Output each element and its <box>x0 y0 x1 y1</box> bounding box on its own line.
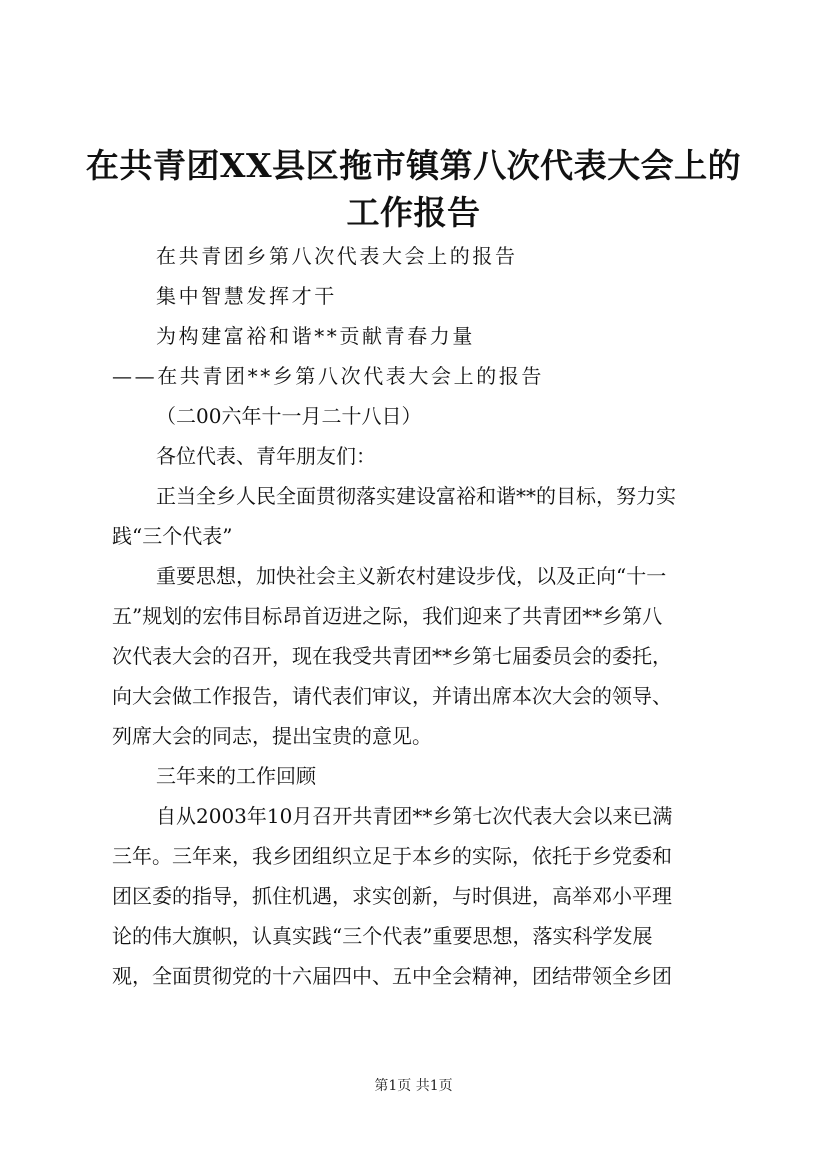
body-line: 团区委的指导，抓住机遇，求实创新，与时俱进，高举邓小平理 <box>112 884 672 908</box>
body-line: 向大会做工作报告，请代表们审议，并请出席本次大会的领导、 <box>112 684 672 708</box>
body-line: 观，全面贯彻党的十六届四中、五中全会精神，团结带领全乡团 <box>112 964 672 988</box>
document-title-line-2: 工作报告 <box>346 193 481 232</box>
document-title-line-1: 在共青团XX县区拖市镇第八次代表大会上的 <box>85 146 742 185</box>
body-line: 三年。三年来，我乡团组织立足于本乡的实际，依托于乡党委和 <box>112 844 672 868</box>
body-line: 三年来的工作回顾 <box>156 764 316 788</box>
body-line: 列席大会的同志，提出宝贵的意见。 <box>112 724 432 748</box>
body-line: 自从2003年10月召开共青团**乡第七次代表大会以来已满 <box>156 804 673 828</box>
body-line: 集中智慧发挥才干 <box>156 284 337 308</box>
body-line: 为构建富裕和谐**贡献青春力量 <box>156 324 475 348</box>
body-line: 五”规划的宏伟目标昂首迈进之际，我们迎来了共青团**乡第八 <box>112 604 663 628</box>
document-body <box>112 236 724 996</box>
body-line: 各位代表、青年朋友们： <box>156 444 376 468</box>
body-line: 践“三个代表” <box>112 524 233 548</box>
body-line: ——在共青团**乡第八次代表大会上的报告 <box>112 364 544 388</box>
body-line: （二00六年十一月二十八日） <box>156 404 422 428</box>
body-line: 在共青团乡第八次代表大会上的报告 <box>156 244 518 268</box>
body-line: 重要思想，加快社会主义新农村建设步伐，以及正向“十一 <box>156 564 667 588</box>
body-line: 论的伟大旗帜，认真实践“三个代表”重要思想，落实科学发展 <box>112 924 653 948</box>
body-line: 次代表大会的召开，现在我受共青团**乡第七届委员会的委托， <box>112 644 672 668</box>
page-indicator: 第1页 共1页 <box>374 1078 453 1094</box>
body-line: 正当全乡人民全面贯彻落实建设富裕和谐**的目标，努力实 <box>156 484 676 508</box>
